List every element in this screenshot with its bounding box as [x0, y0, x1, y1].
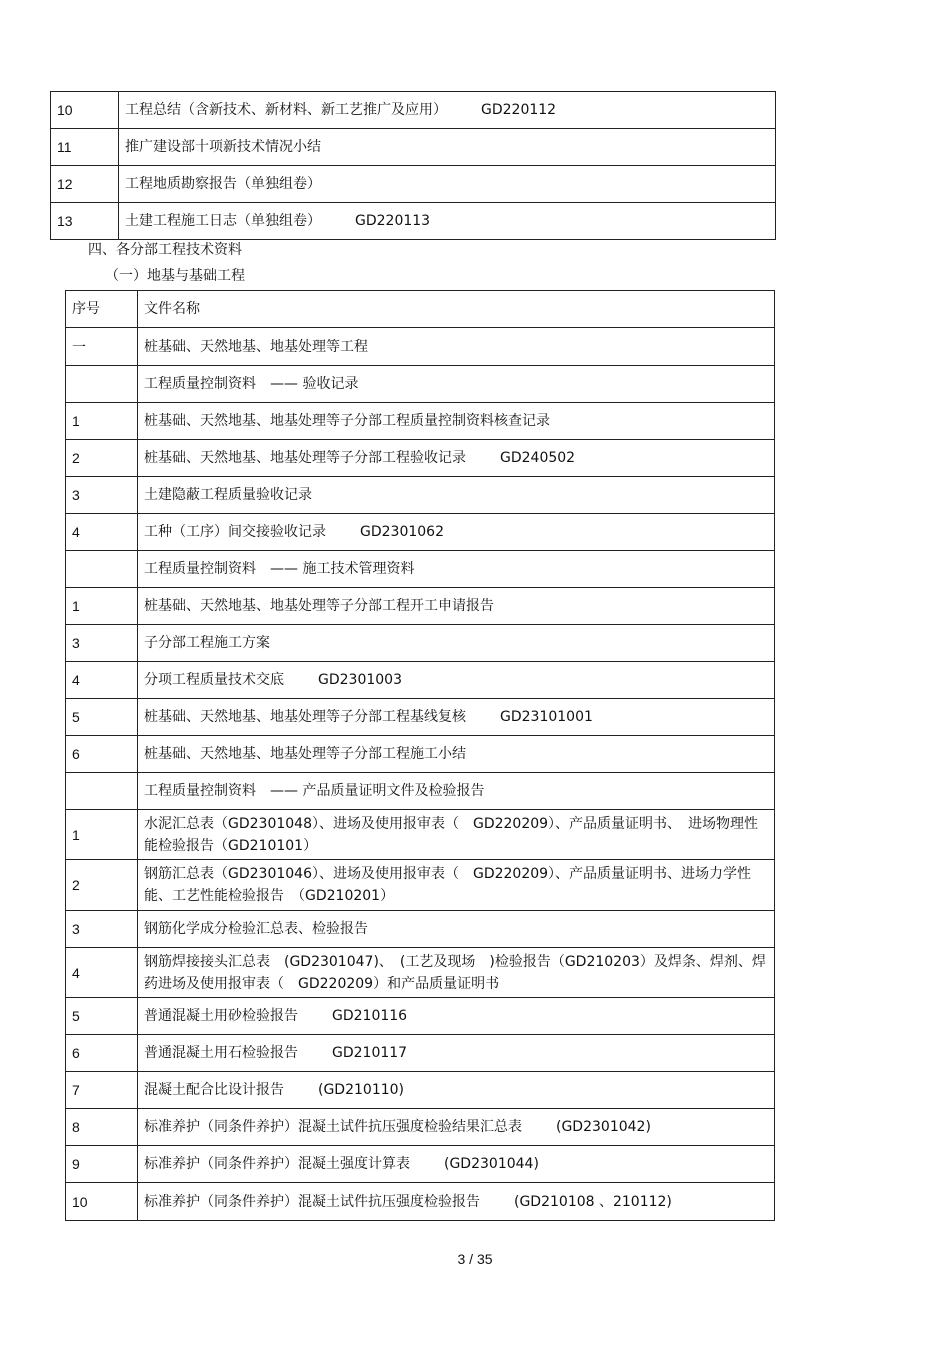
row-name-cell — [138, 366, 775, 403]
row-number-cell: 10 — [51, 92, 119, 129]
row-name-cell — [119, 203, 776, 240]
document-name: 分项工程质量技术交底 — [144, 672, 284, 688]
row-number-cell: 12 — [51, 166, 119, 203]
header-seq-cell: 序号 — [66, 291, 138, 328]
table-row — [66, 551, 775, 588]
document-name: 工程质量控制资料 —— 验收记录 — [144, 376, 359, 392]
row-name-cell — [138, 1109, 775, 1146]
table-row — [66, 662, 775, 699]
table-row — [66, 514, 775, 551]
form-code: (GD2301044) — [444, 1156, 539, 1172]
row-number-cell: 6 — [66, 1035, 138, 1072]
row-number-cell: 1 — [66, 588, 138, 625]
row-name-cell — [138, 551, 775, 588]
row-number-cell: 1 — [66, 403, 138, 440]
row-number-cell: 6 — [66, 736, 138, 773]
document-name: 标准养护（同条件养护）混凝土试件抗压强度检验报告 — [144, 1193, 480, 1210]
document-name: 桩基础、天然地基、地基处理等子分部工程基线复核 — [144, 709, 466, 725]
table-row — [51, 129, 776, 166]
row-number-cell: 2 — [66, 440, 138, 477]
row-number-cell — [66, 551, 138, 588]
table-row — [66, 1183, 775, 1221]
row-name-cell — [138, 810, 775, 860]
top-document-table — [50, 91, 776, 240]
document-name: 工程质量控制资料 —— 产品质量证明文件及检验报告 — [144, 783, 485, 799]
document-name: 工程总结（含新技术、新材料、新工艺推广及应用） — [125, 102, 447, 118]
row-name-cell — [119, 92, 776, 129]
row-name-cell — [138, 948, 775, 998]
row-name-cell — [138, 1035, 775, 1072]
document-name: 水泥汇总表（GD2301048）、进场及使用报审表（ GD220209）、产品质量证明书、 进场物理性能检验报告（GD210101） — [144, 815, 759, 854]
form-code: GD2301062 — [360, 524, 444, 540]
row-name-cell — [138, 588, 775, 625]
document-name: 工种（工序）间交接验收记录 — [144, 524, 326, 540]
row-name-cell — [138, 773, 775, 810]
table-row — [51, 166, 776, 203]
form-code: GD2301003 — [318, 672, 402, 688]
row-name-cell — [138, 662, 775, 699]
document-name: 推广建设部十项新技术情况小结 — [125, 139, 321, 155]
table-row — [66, 998, 775, 1035]
table-row — [66, 328, 775, 366]
row-name-cell — [138, 403, 775, 440]
row-name-cell — [119, 129, 776, 166]
row-number-cell: 11 — [51, 129, 119, 166]
row-number-cell: 5 — [66, 998, 138, 1035]
row-number-cell: 4 — [66, 662, 138, 699]
row-number-cell: 2 — [66, 860, 138, 911]
table-row — [66, 1109, 775, 1146]
document-name: 桩基础、天然地基、地基处理等子分部工程质量控制资料核查记录 — [144, 413, 550, 429]
row-number-cell — [66, 366, 138, 403]
table-row — [66, 366, 775, 403]
table-row — [66, 625, 775, 662]
row-name-cell — [138, 860, 775, 911]
row-number-cell: 3 — [66, 477, 138, 514]
form-code: GD210116 — [332, 1008, 408, 1024]
row-name-cell — [138, 440, 775, 477]
row-number-cell — [66, 773, 138, 810]
row-name-cell — [138, 699, 775, 736]
form-code: GD23101001 — [500, 709, 593, 725]
form-code: (GD210108 、210112) — [514, 1193, 672, 1210]
form-code: GD220112 — [481, 102, 557, 118]
row-number-cell: 1 — [66, 810, 138, 860]
document-name: 子分部工程施工方案 — [144, 635, 270, 651]
table-row — [66, 1035, 775, 1072]
foundation-document-table — [65, 290, 775, 1221]
document-name: 桩基础、天然地基、地基处理等工程 — [144, 338, 368, 355]
form-code: GD240502 — [500, 450, 576, 466]
row-name-cell — [138, 328, 775, 366]
row-name-cell — [138, 477, 775, 514]
table-row — [66, 911, 775, 948]
section-heading: 四、各分部工程技术资料 — [88, 242, 242, 258]
page-number: 3 / 35 — [457, 1251, 493, 1267]
document-name: 标准养护（同条件养护）混凝土强度计算表 — [144, 1156, 410, 1172]
row-name-cell — [138, 514, 775, 551]
row-number-cell: 8 — [66, 1109, 138, 1146]
row-number-cell: 5 — [66, 699, 138, 736]
document-name: 工程地质勘察报告（单独组卷） — [125, 176, 321, 192]
row-number-cell: 4 — [66, 514, 138, 551]
document-name: 工程质量控制资料 —— 施工技术管理资料 — [144, 561, 415, 577]
subsection-heading: （一）地基与基础工程 — [105, 268, 245, 284]
row-name-cell — [138, 1146, 775, 1183]
row-name-cell — [119, 166, 776, 203]
form-code: GD220113 — [355, 213, 431, 229]
row-name-cell — [138, 998, 775, 1035]
row-name-cell — [138, 1072, 775, 1109]
table-row — [51, 92, 776, 129]
document-name: 普通混凝土用砂检验报告 — [144, 1008, 298, 1024]
document-name: 土建隐蔽工程质量验收记录 — [144, 487, 312, 503]
table-row — [66, 736, 775, 773]
document-name: 普通混凝土用石检验报告 — [144, 1045, 298, 1061]
row-name-cell — [138, 1183, 775, 1221]
row-number-cell: 10 — [66, 1183, 138, 1221]
table-row — [66, 1072, 775, 1109]
row-number-cell: 13 — [51, 203, 119, 240]
table-row — [66, 773, 775, 810]
row-number-cell: 3 — [66, 625, 138, 662]
row-number-cell: 7 — [66, 1072, 138, 1109]
row-name-cell — [138, 625, 775, 662]
table-row — [66, 588, 775, 625]
table-row — [66, 477, 775, 514]
table-row — [66, 948, 775, 998]
table-row — [66, 699, 775, 736]
document-name: 标准养护（同条件养护）混凝土试件抗压强度检验结果汇总表 — [144, 1119, 522, 1135]
document-name: 混凝土配合比设计报告 — [144, 1082, 284, 1098]
table-row — [66, 440, 775, 477]
row-name-cell — [138, 911, 775, 948]
form-code: (GD210110) — [318, 1082, 404, 1098]
document-name: 桩基础、天然地基、地基处理等子分部工程施工小结 — [144, 746, 466, 762]
table-row — [66, 1146, 775, 1183]
row-number-cell: 9 — [66, 1146, 138, 1183]
table-row — [51, 203, 776, 240]
document-name: 桩基础、天然地基、地基处理等子分部工程开工申请报告 — [144, 598, 494, 614]
document-name: 桩基础、天然地基、地基处理等子分部工程验收记录 — [144, 450, 466, 466]
table-header-row — [66, 291, 775, 328]
row-name-cell — [138, 736, 775, 773]
form-code: GD210117 — [332, 1045, 408, 1061]
table-row — [66, 860, 775, 911]
document-name: 钢筋焊接接头汇总表 (GD2301047)、 (工艺及现场 )检验报告（GD210203）及焊条、焊剂、焊药进场及使用报审表（ GD220209）和产品质量证明书 — [144, 953, 766, 992]
document-name: 钢筋汇总表（GD2301046）、进场及使用报审表（ GD220209）、产品质量证明书、进场力学性能、工艺性能检验报告 （GD210201） — [144, 866, 752, 904]
table-row — [66, 403, 775, 440]
form-code: (GD2301042) — [556, 1119, 651, 1135]
row-number-cell: 一 — [66, 328, 138, 366]
document-name: 土建工程施工日志（单独组卷） — [125, 213, 321, 229]
row-number-cell: 4 — [66, 948, 138, 998]
document-name: 钢筋化学成分检验汇总表、检验报告 — [144, 921, 368, 937]
header-name-cell: 文件名称 — [138, 291, 775, 328]
table-row — [66, 810, 775, 860]
row-number-cell: 3 — [66, 911, 138, 948]
